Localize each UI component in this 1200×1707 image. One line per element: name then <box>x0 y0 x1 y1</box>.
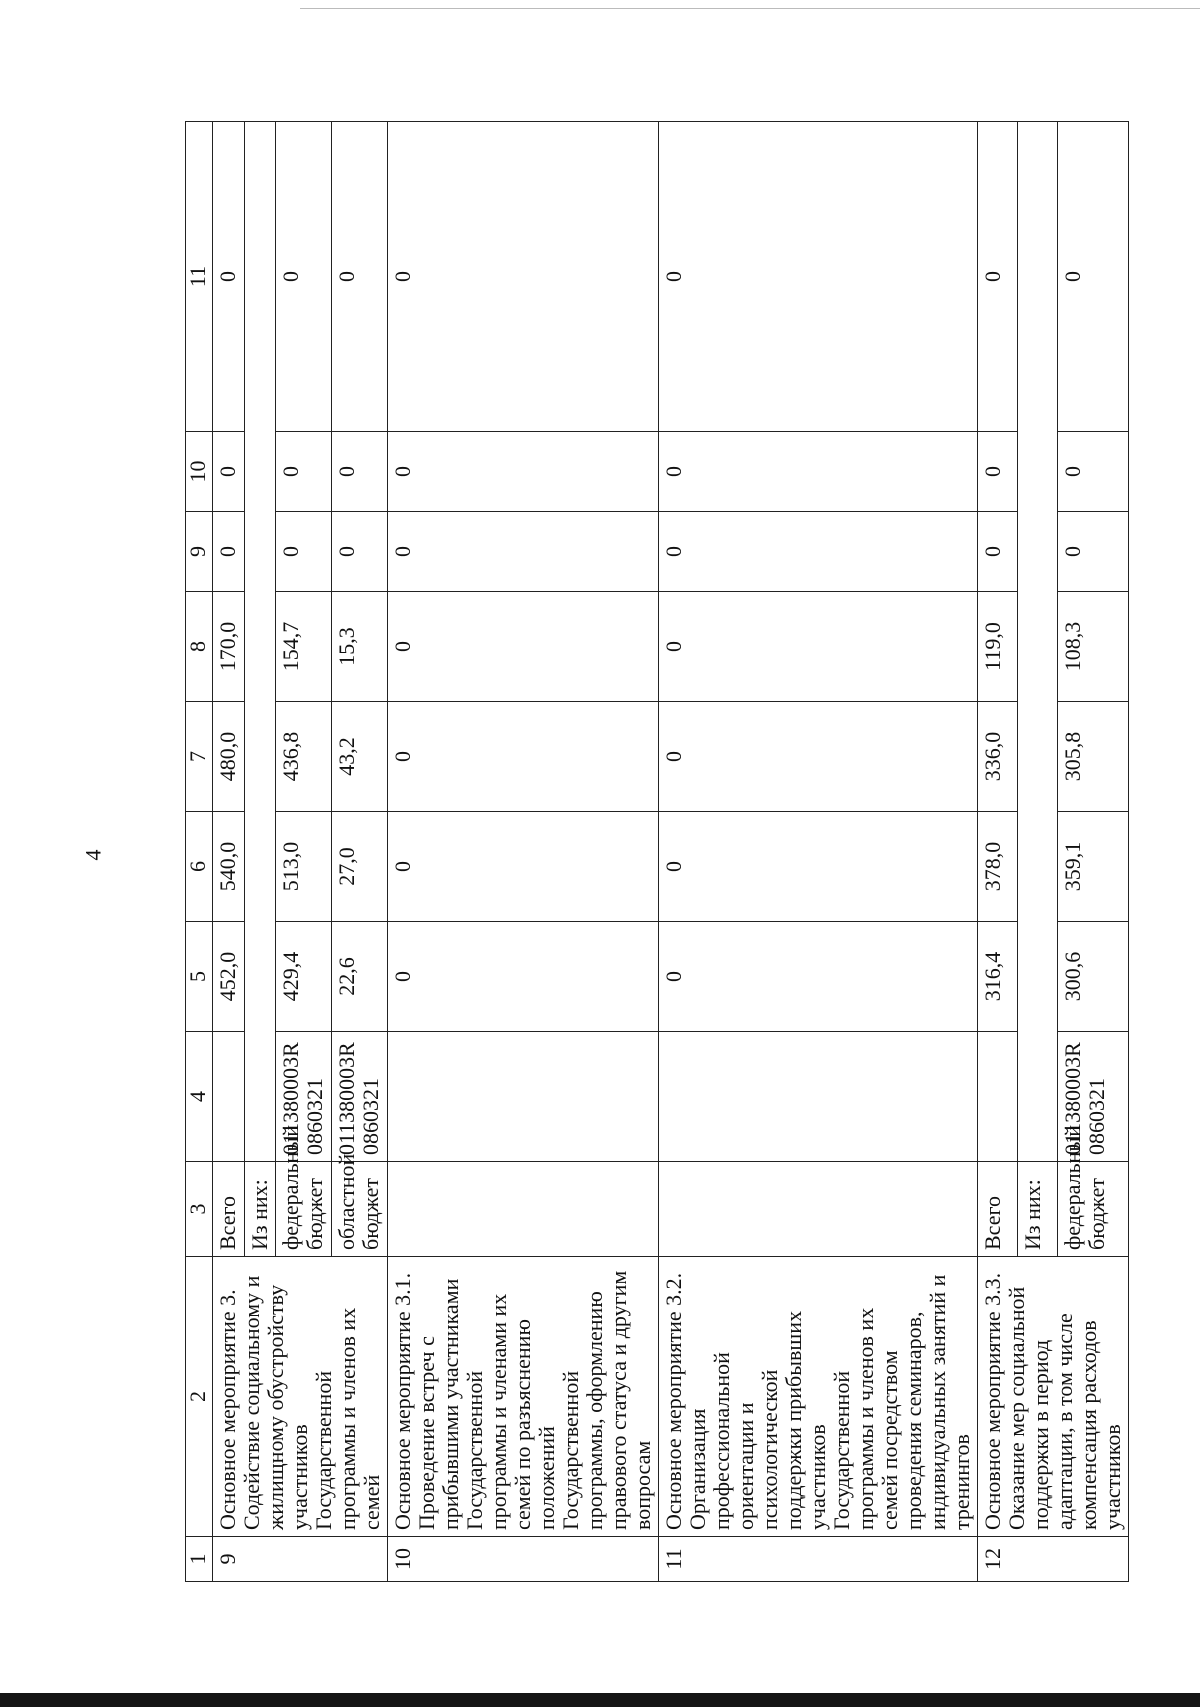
value-cell: 0 <box>388 812 659 922</box>
value-cell: 378,0 <box>978 812 1018 922</box>
value-cell: 0 <box>388 432 659 512</box>
code-cell: 011380003R 0860321 <box>332 1032 388 1162</box>
value-cell: 154,7 <box>276 592 332 702</box>
table-row <box>659 122 978 1582</box>
table-row <box>213 122 245 1582</box>
value-cell: 0 <box>659 512 978 592</box>
value-cell: 0 <box>332 432 388 512</box>
value-cell: 0 <box>213 122 245 432</box>
scan-bottom-edge <box>0 1693 1200 1707</box>
value-cell: 0 <box>659 432 978 512</box>
row-number-cell: 11 <box>659 1537 978 1582</box>
code-cell <box>978 1032 1018 1162</box>
header-cell: 7 <box>186 702 213 812</box>
row-number-cell: 9 <box>213 1537 388 1582</box>
value-cell: 0 <box>388 592 659 702</box>
value-cell: 513,0 <box>276 812 332 922</box>
scan-edge-line <box>300 8 1200 9</box>
code-cell <box>659 1032 978 1162</box>
value-cell: 0 <box>659 702 978 812</box>
page-number: 4 <box>80 849 106 861</box>
value-cell: 0 <box>659 812 978 922</box>
header-cell: 8 <box>186 592 213 702</box>
source-cell: Из них: <box>1018 1162 1058 1257</box>
value-cell: 0 <box>276 512 332 592</box>
value-cell: 0 <box>213 432 245 512</box>
value-cell: 0 <box>1058 512 1129 592</box>
value-cell: 119,0 <box>978 592 1018 702</box>
source-cell: федеральный бюджет <box>1058 1162 1129 1257</box>
source-cell: Из них: <box>244 1162 276 1257</box>
value-cell: 43,2 <box>332 702 388 812</box>
source-cell: областной бюджет <box>332 1162 388 1257</box>
value-cell: 0 <box>388 922 659 1032</box>
header-cell: 2 <box>186 1257 213 1537</box>
value-cell: 27,0 <box>332 812 388 922</box>
source-cell: Всего <box>213 1162 245 1257</box>
value-cell: 108,3 <box>1058 592 1129 702</box>
source-cell: федеральный бюджет <box>276 1162 332 1257</box>
value-cell: 300,6 <box>1058 922 1129 1032</box>
value-cell: 316,4 <box>978 922 1018 1032</box>
value-cell: 0 <box>332 122 388 432</box>
value-cell: 0 <box>213 512 245 592</box>
budget-table <box>185 121 1129 1582</box>
value-cell: 0 <box>659 592 978 702</box>
activity-name-cell: Основное мероприятие 3.1. Проведение встреч с прибывшими участниками Государственной программы и членами их семей по разъяснению положений Государственной программы, оформлению правового статуса и другим вопросам <box>388 1257 659 1537</box>
empty-cell <box>1018 122 1058 1162</box>
value-cell: 540,0 <box>213 812 245 922</box>
value-cell: 480,0 <box>213 702 245 812</box>
code-cell: 011380003R 0860321 <box>1058 1032 1129 1162</box>
header-cell: 1 <box>186 1537 213 1582</box>
code-cell <box>213 1032 245 1162</box>
header-cell: 9 <box>186 512 213 592</box>
value-cell: 305,8 <box>1058 702 1129 812</box>
value-cell: 429,4 <box>276 922 332 1032</box>
value-cell: 22,6 <box>332 922 388 1032</box>
source-cell <box>659 1162 978 1257</box>
code-cell: 011380003R 0860321 <box>276 1032 332 1162</box>
value-cell: 0 <box>978 512 1018 592</box>
header-cell: 11 <box>186 122 213 432</box>
table-row <box>388 122 659 1582</box>
header-cell: 5 <box>186 922 213 1032</box>
value-cell: 452,0 <box>213 922 245 1032</box>
value-cell: 0 <box>659 122 978 432</box>
table-header-row <box>186 122 213 1582</box>
value-cell: 359,1 <box>1058 812 1129 922</box>
activity-name-cell: Основное мероприятие 3.2. Организация профессиональной ориентации и психологической поддержки прибывших участников Государственной программы и членов их семей посредством проведения семинаров, индивидуальных занятий и тренингов <box>659 1257 978 1537</box>
source-cell: Всего <box>978 1162 1018 1257</box>
header-cell: 3 <box>186 1162 213 1257</box>
activity-name-cell: Основное мероприятие 3.3. Оказание мер социальной поддержки в период адаптации, в том числе компенсация расходов участников <box>978 1257 1129 1537</box>
value-cell: 0 <box>332 512 388 592</box>
header-cell: 4 <box>186 1032 213 1162</box>
code-cell <box>388 1032 659 1162</box>
value-cell: 0 <box>276 122 332 432</box>
value-cell: 0 <box>1058 122 1129 432</box>
value-cell: 0 <box>276 432 332 512</box>
value-cell: 170,0 <box>213 592 245 702</box>
source-cell <box>388 1162 659 1257</box>
row-number-cell: 12 <box>978 1537 1129 1582</box>
value-cell: 436,8 <box>276 702 332 812</box>
value-cell: 336,0 <box>978 702 1018 812</box>
value-cell: 0 <box>388 512 659 592</box>
header-cell: 10 <box>186 432 213 512</box>
value-cell: 0 <box>388 702 659 812</box>
value-cell: 0 <box>388 122 659 432</box>
empty-cell <box>244 122 276 1162</box>
row-number-cell: 10 <box>388 1537 659 1582</box>
value-cell: 0 <box>978 122 1018 432</box>
value-cell: 0 <box>1058 432 1129 512</box>
rotated-table-container <box>185 122 1185 1582</box>
value-cell: 15,3 <box>332 592 388 702</box>
activity-name-cell: Основное мероприятие 3. Содействие социальному и жилищному обустройству участников Государственной программы и членов их семей <box>213 1257 388 1537</box>
value-cell: 0 <box>978 432 1018 512</box>
table-row <box>978 122 1018 1582</box>
value-cell: 0 <box>659 922 978 1032</box>
header-cell: 6 <box>186 812 213 922</box>
